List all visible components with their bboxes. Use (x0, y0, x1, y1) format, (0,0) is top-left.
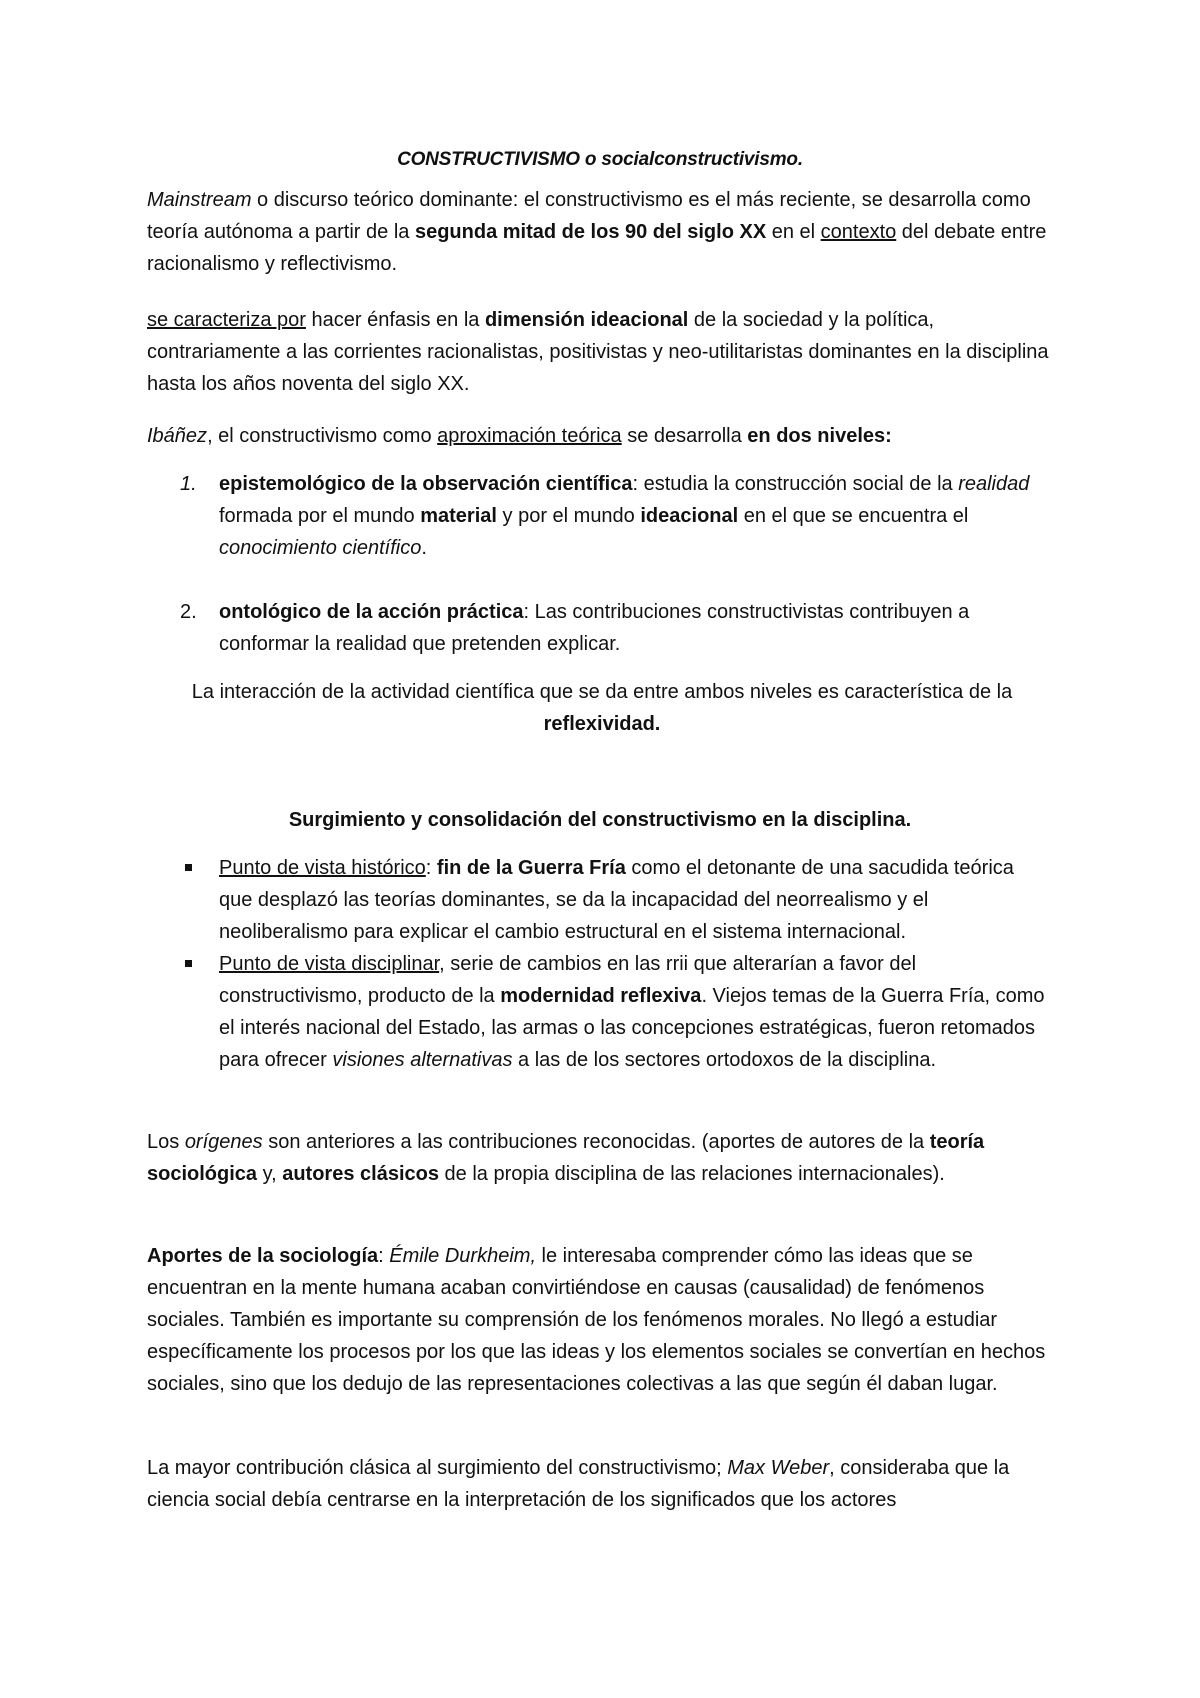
emphasis-reflexividad: reflexividad. (543, 713, 661, 735)
term-realidad: realidad (958, 473, 1030, 495)
text-span: : (425, 857, 437, 879)
emphasis-ontologico: ontológico de la acción práctica (219, 601, 524, 623)
list-marker: 2. (180, 601, 197, 623)
text-span: La interacción de la actividad científica que se da entre ambos niveles es característica de la (191, 681, 1013, 703)
text-span: hacer énfasis en la (305, 309, 485, 331)
author-ibanez: Ibáñez (147, 425, 208, 447)
underlined-punto-historico: Punto de vista histórico (219, 857, 426, 879)
text-span: se desarrolla (621, 425, 748, 447)
text-span: en el (766, 221, 821, 243)
text-span: : estudia la construcción social de la (632, 473, 959, 495)
underlined-contexto: contexto (820, 221, 897, 243)
term-origenes: orígenes (184, 1131, 263, 1153)
emphasis-material: material (420, 505, 497, 527)
document-title: CONSTRUCTIVISMO o socialconstructivismo. (397, 149, 803, 170)
emphasis-aportes-sociologia: Aportes de la sociología (147, 1245, 379, 1267)
text-span: . Viejos temas de la Guerra Fría, como el interés nacional del Estado, las armas o las concepciones estratégicas, fueron retomados para ofrecer (219, 985, 1045, 1071)
paragraph-durkheim (147, 1240, 1057, 1400)
text-span: del debate entre racionalismo y reflectivismo. (147, 221, 1047, 275)
term-conocimiento: conocimiento científico (219, 537, 422, 559)
paragraph-caracteriza (147, 304, 1057, 400)
emphasis-autores-clasicos: autores clásicos (282, 1163, 439, 1185)
underlined-punto-disciplinar: Punto de vista disciplinar (219, 953, 440, 975)
text-span: como el detonante de una sacudida teórica que desplazó las teorías dominantes, se da la incapacidad del neorrealismo y el neoliberalismo para explicar el cambio estructural en el sistema internacional. (219, 857, 1014, 943)
underlined-se-caracteriza: se caracteriza por (147, 309, 306, 331)
text-span: Los (147, 1131, 185, 1153)
text-span: de la propia disciplina de las relaciones internacionales). (438, 1163, 945, 1185)
paragraph-ibanez (147, 420, 1057, 452)
emphasis-segunda-mitad: segunda mitad de los 90 del siglo XX (414, 221, 767, 243)
text-span: le interesaba comprender cómo las ideas que se encuentran en la mente humana acaban convirtiéndose en causas (causalidad) de fenómenos sociales. También es importante su comprensión de los fenómenos morales. No llegó a estudiar específicamente los procesos por los que las ideas y los elementos sociales se convertían en hechos sociales, sino que los dedujo de las representaciones colectivas a las que según él daban lugar. (147, 1245, 1046, 1395)
term-mainstream: Mainstream (147, 189, 252, 211)
text-span: o discurso teórico dominante: el constructivismo es el más reciente, se desarrolla como teoría autónoma a partir de la (147, 189, 1031, 243)
bullet-item-historico (219, 852, 1049, 948)
text-span: , serie de cambios en las rrii que alterarían a favor del constructivismo, producto de la (219, 953, 917, 1007)
numbered-item-2 (180, 596, 1049, 660)
text-span: : (378, 1245, 390, 1267)
emphasis-dos-niveles: en dos niveles: (747, 425, 892, 447)
paragraph-origenes (147, 1126, 1057, 1190)
emphasis-epistemologico: epistemológico de la observación científica (219, 473, 633, 495)
numbered-item-1 (180, 468, 1049, 564)
text-span: en el que se encuentra el (738, 505, 969, 527)
section-subtitle: Surgimiento y consolidación del constructivismo en la disciplina. (288, 809, 912, 831)
text-span: de la sociedad y la política, contrariamente a las corrientes racionalistas, positivistas y neo-utilitaristas dominantes en la disciplina hasta los años noventa del siglo XX. (147, 309, 1049, 395)
text-span: formada por el mundo (219, 505, 421, 527)
emphasis-teoria-sociologica: teoría sociológica (147, 1131, 985, 1185)
text-span: La mayor contribución clásica al surgimiento del constructivismo; (147, 1457, 728, 1479)
term-visiones-alternativas: visiones alternativas (332, 1049, 513, 1071)
emphasis-guerra-fria: fin de la Guerra Fría (436, 857, 626, 879)
text-span: y, (257, 1163, 283, 1185)
list-marker: 1. (180, 473, 197, 495)
paragraph-weber (147, 1452, 1057, 1516)
text-span: , el constructivismo como (207, 425, 438, 447)
emphasis-ideacional: ideacional (640, 505, 739, 527)
text-span: son anteriores a las contribuciones reconocidas. (aportes de autores de la (262, 1131, 930, 1153)
paragraph-mainstream (147, 184, 1057, 280)
text-span: . (421, 537, 427, 559)
square-bullet-icon (185, 864, 192, 871)
text-span: a las de los sectores ortodoxos de la disciplina. (512, 1049, 937, 1071)
text-span: : Las contribuciones constructivistas contribuyen a conformar la realidad que pretenden explicar. (219, 601, 970, 655)
author-weber: Max Weber (727, 1457, 830, 1479)
author-durkheim: Émile Durkheim, (389, 1245, 536, 1267)
emphasis-modernidad-reflexiva: modernidad reflexiva (500, 985, 702, 1007)
underlined-aproximacion: aproximación teórica (437, 425, 622, 447)
square-bullet-icon (185, 960, 192, 967)
text-span: , consideraba que la ciencia social debía centrarse en la interpretación de los significados que los actores (147, 1457, 1010, 1511)
bullet-item-disciplinar (219, 948, 1049, 1076)
emphasis-dimension-ideacional: dimensión ideacional (484, 309, 689, 331)
text-span: y por el mundo (496, 505, 641, 527)
paragraph-interaccion (147, 676, 1057, 740)
